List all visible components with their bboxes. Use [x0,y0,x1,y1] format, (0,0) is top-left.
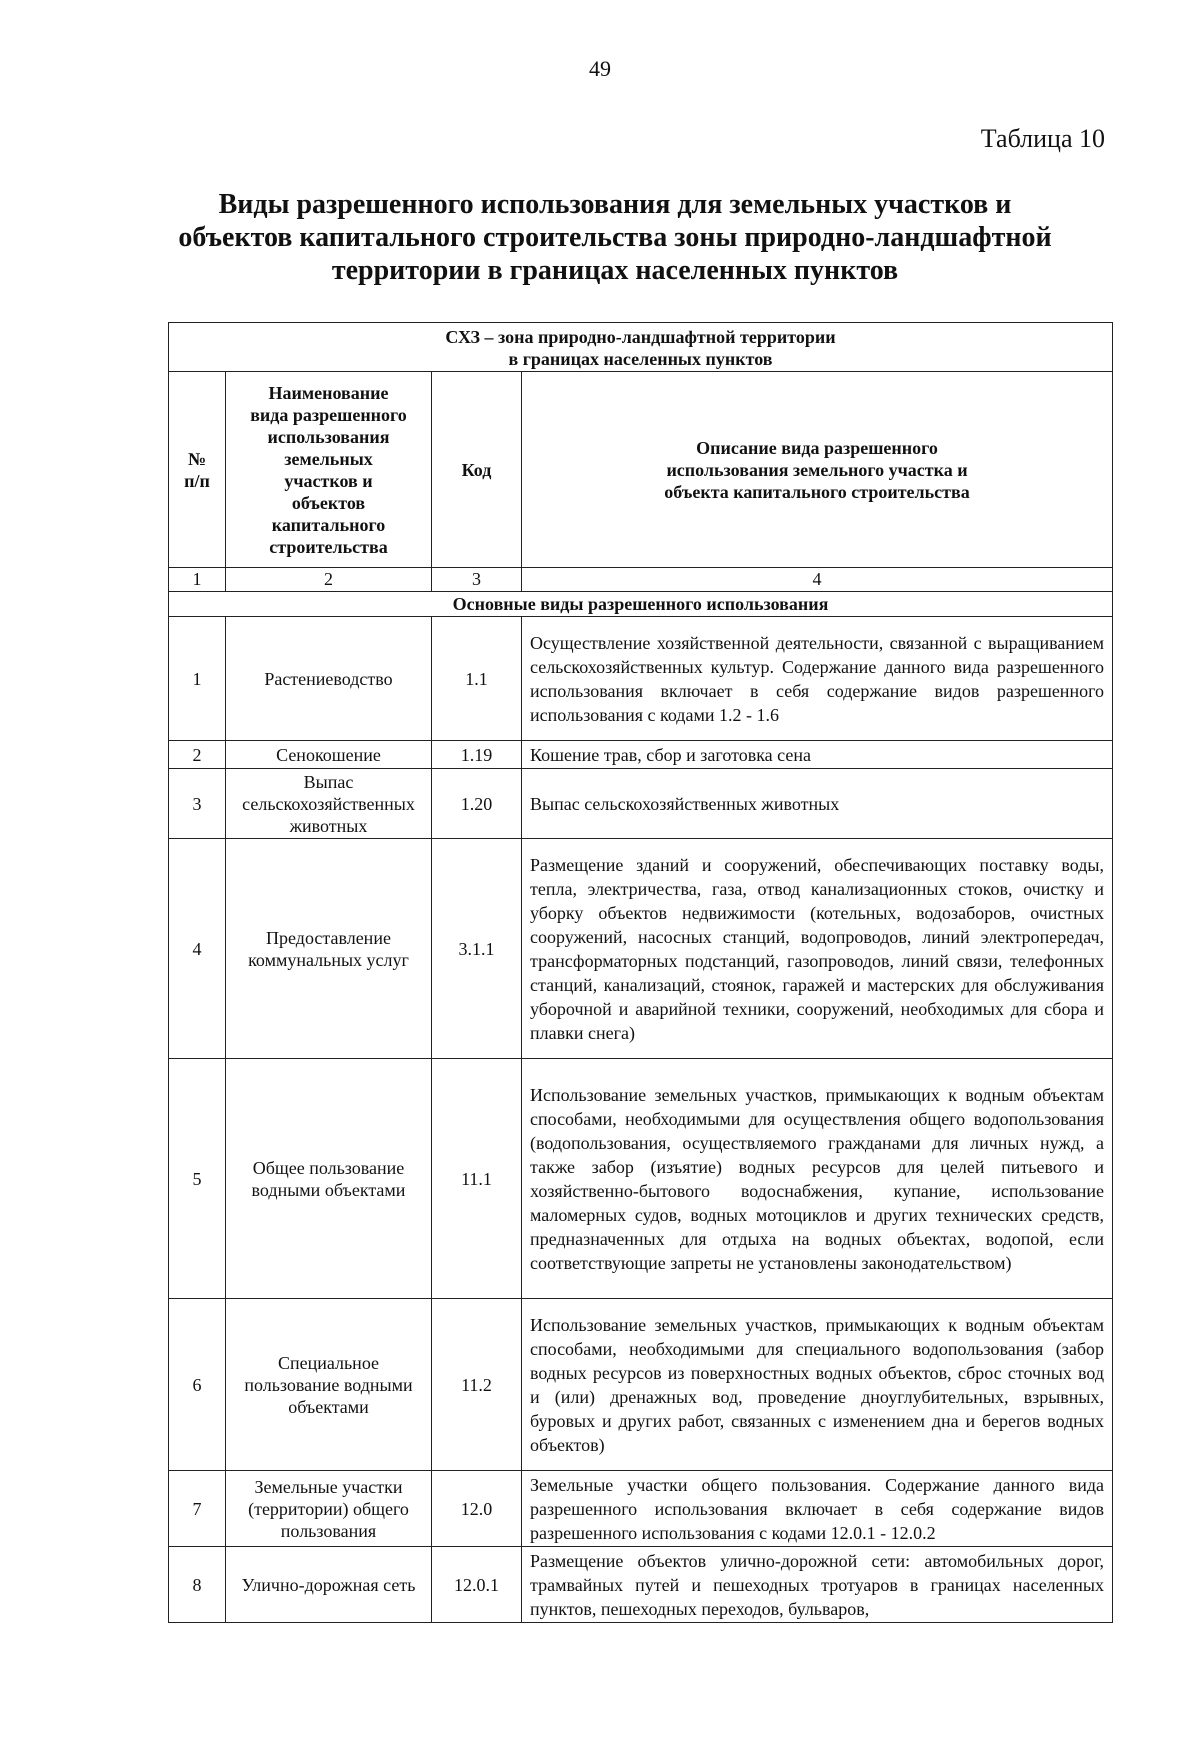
page-number: 49 [589,56,611,81]
row-desc: Размещение зданий и сооружений, обеспечивающих поставку воды, тепла, электричества, газа, отвод канализационных стоков, очистку и уборку объектов недвижимости (котельных, водозаборов, очистных сооружений, насосных станций, водопроводов, линий электропередач, трансформаторных подстанций, газопроводов, линий связи, телефонных станций, канализаций, стоянок, гаражей и мастерских для обслуживания уборочной и аварийной техники, сооружений, необходимых для сбора и плавки снега) [522,839,1113,1059]
table-row [169,741,1113,769]
header-text: капитального [271,514,386,535]
zone-header-line: в границах населенных пунктов [508,349,773,369]
column-index: 4 [522,568,1113,592]
column-header-num [169,372,226,568]
row-num: 3 [169,769,226,839]
header-text: Описание вида разрешенного [696,437,938,458]
row-code: 11.2 [432,1299,522,1471]
row-desc: Размещение объектов улично-дорожной сети: автомобильных дорог, трамвайных путей и пешеходных тротуаров в границах населенных пунктов, пешеходных переходов, бульваров, [522,1547,1113,1623]
row-code: 1.1 [432,617,522,741]
zone-header [169,323,1113,372]
header-text: п/п [184,470,210,491]
table-row [169,839,1113,1059]
table-row [169,617,1113,741]
row-code: 12.0.1 [432,1547,522,1623]
row-name: Улично-дорожная сеть [226,1547,432,1623]
table-row [169,1059,1113,1299]
section-row [169,592,1113,617]
row-name: Выпас сельскохозяйственных животных [226,769,432,839]
table-row [169,1547,1113,1623]
column-header-code [432,372,522,568]
row-name: Растениеводство [226,617,432,741]
row-name: Предоставление коммунальных услуг [226,839,432,1059]
column-index: 2 [226,568,432,592]
header-text: объектов [291,492,366,513]
column-index-row [169,568,1113,592]
row-num: 6 [169,1299,226,1471]
row-code: 11.1 [432,1059,522,1299]
title-line: объектов капитального строительства зоны природно-ландшафтной [178,222,1052,253]
row-code: 3.1.1 [432,839,522,1059]
table-label: Таблица 10 [980,124,1105,153]
header-text: использования [267,426,390,447]
header-text: № [187,448,207,469]
column-header-desc [522,372,1113,568]
row-num: 1 [169,617,226,741]
column-index: 1 [169,568,226,592]
row-name: Сенокошение [226,741,432,769]
row-desc: Выпас сельскохозяйственных животных [522,769,1113,839]
title-line: территории в границах населенных пунктов [331,255,899,286]
column-header-row [169,372,1113,568]
header-text: Наименование [268,382,389,403]
table-row [169,1471,1113,1547]
zone-header-row [169,323,1113,372]
header-text: участков и [284,470,373,491]
column-header-name [226,372,432,568]
row-name: Специальное пользование водными объектами [226,1299,432,1471]
title-line: Виды разрешенного использования для земельных участков и [218,189,1012,220]
row-num: 5 [169,1059,226,1299]
land-use-table [168,322,1113,1623]
section-title: Основные виды разрешенного использования [169,592,1113,617]
table-row [169,1299,1113,1471]
row-desc: Использование земельных участков, примыкающих к водным объектам способами, необходимыми для осуществления общего водопользования (водопользования, осуществляемого гражданами для личных нужд, а также забор (изъятие) водных ресурсов для целей питьевого и хозяйственно-бытового водоснабжения, купание, использование маломерных судов, водных мотоциклов и других технических средств, предназначенных для отдыха на водных объектах, водопой, если соответствующие запреты не установлены законодательством) [522,1059,1113,1299]
row-num: 4 [169,839,226,1059]
table-row [169,769,1113,839]
row-code: 1.19 [432,741,522,769]
row-num: 7 [169,1471,226,1547]
header-text: объекта капитального строительства [664,481,970,502]
row-desc: Осуществление хозяйственной деятельности, связанной с выращиванием сельскохозяйственных культур. Содержание данного вида разрешенного использования включает в себя содержание видов разрешенного использования с кодами 1.2 - 1.6 [522,617,1113,741]
row-code: 12.0 [432,1471,522,1547]
row-desc: Земельные участки общего пользования. Содержание данного вида разрешенного использования включает в себя содержание видов разрешенного использования с кодами 12.0.1 - 12.0.2 [522,1471,1113,1547]
header-text: использования земельного участка и [666,459,968,480]
header-text: вида разрешенного [250,404,407,425]
row-num: 2 [169,741,226,769]
row-num: 8 [169,1547,226,1623]
zone-header-line: СХЗ – зона природно-ландшафтной территории [445,327,836,347]
column-index: 3 [432,568,522,592]
header-text: Код [461,459,492,480]
document-title [150,188,1080,287]
header-text: строительства [269,536,388,557]
row-name: Земельные участки (территории) общего пользования [226,1471,432,1547]
row-name: Общее пользование водными объектами [226,1059,432,1299]
row-code: 1.20 [432,769,522,839]
header-text: земельных [284,448,373,469]
row-desc: Использование земельных участков, примыкающих к водным объектам способами, необходимыми для специального водопользования (забор водных ресурсов из поверхностных водных объектов, сброс сточных вод и (или) дренажных вод, проведение дноуглубительных, взрывных, буровых и других работ, связанных с изменением дна и берегов водных объектов) [522,1299,1113,1471]
row-desc: Кошение трав, сбор и заготовка сена [522,741,1113,769]
